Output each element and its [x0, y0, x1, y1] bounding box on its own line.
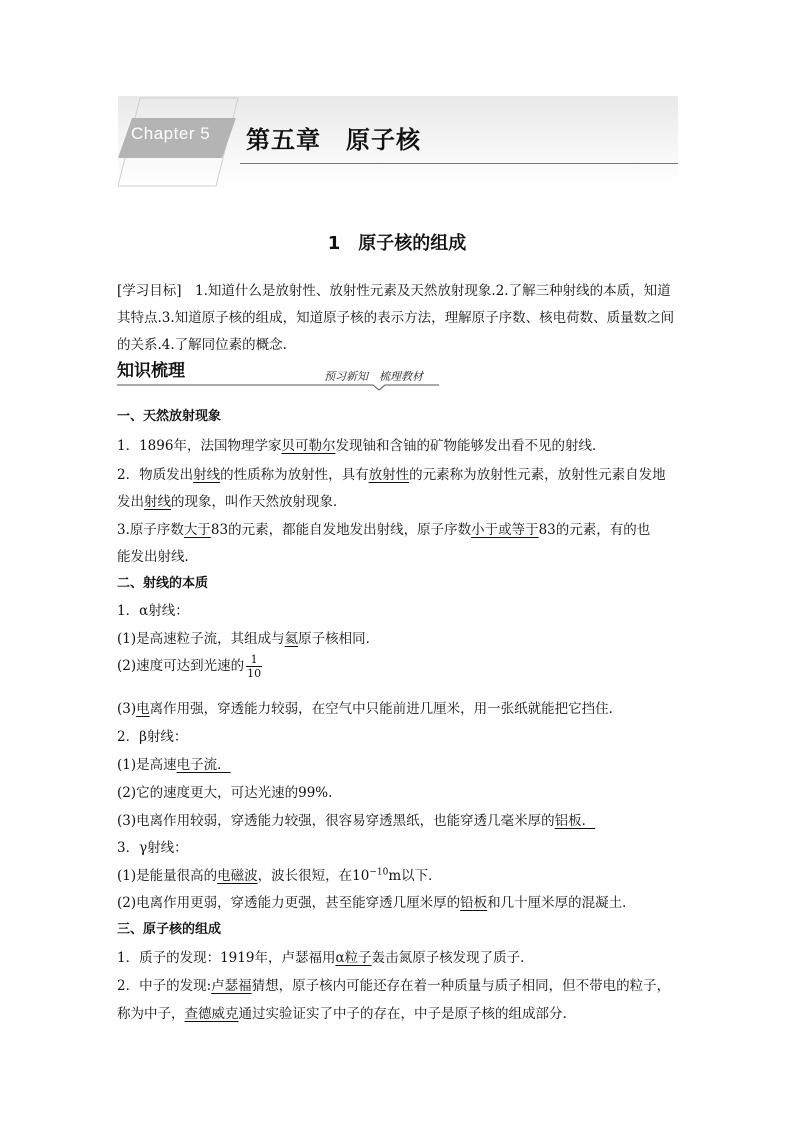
- objectives-tag: [学习目标]: [117, 283, 182, 299]
- paragraph-line: (1)是能量很高的电磁波，波长很短，在$10^{-10}m$以下．: [117, 867, 442, 884]
- fill-blank: 射线: [193, 467, 221, 483]
- paragraph-line: 2．物质发出射线的性质称为放射性，具有放射性的元素称为放射性元素，放射性元素自发地: [117, 467, 666, 483]
- chapter-title: 第五章 原子核: [246, 126, 421, 154]
- fill-blank: 氦: [284, 631, 299, 647]
- chapter-banner: [118, 96, 678, 188]
- heading-ray-nature: 二、射线的本质: [117, 576, 209, 591]
- paragraph-line: 称为中子，查德威克通过实验证实了中子的存在，中子是原子核的组成部分.: [117, 1006, 567, 1022]
- chapter-rule: [240, 163, 678, 164]
- fill-blank: 小于或等于: [471, 522, 539, 538]
- knowledge-title: 知识梳理: [117, 361, 185, 381]
- fraction: $\frac{1}{10}$: [247, 653, 262, 680]
- fill-blank: 卢瑟福: [211, 978, 252, 994]
- objectives-text: 1.知道什么是放射性、放射性元素及天然放射现象.2.了解三种射线的本质，知道其特点.3.知道原子核的组成，知道原子核的表示方法，理解原子序数、核电荷数、质量数之间的关系.4.了解同位素的概念.: [117, 283, 675, 353]
- paragraph-line: 1．1896年，法国物理学家贝可勒尔发现铀和含铀的矿物能够发出看不见的射线．: [117, 438, 606, 454]
- knowledge-header: [117, 356, 439, 390]
- section-title: 1 原子核的组成: [327, 233, 467, 254]
- paragraph-line: (1)是高速粒子流，其组成与氦原子核相同．: [117, 631, 380, 647]
- chapter-label-en: Chapter 5: [131, 124, 211, 143]
- paragraph-line: 发出射线的现象，叫作天然放射现象．: [117, 494, 347, 510]
- fill-blank: 电子流．: [176, 757, 231, 773]
- paragraph-line: (2)电离作用更弱，穿透能力更强，甚至能穿透几厘米厚的铅板和几十厘米厚的混凝土．: [117, 895, 636, 911]
- fill-blank: 贝可勒尔: [281, 438, 336, 454]
- learning-objectives: [117, 278, 679, 359]
- fill-blank: 查德威克: [184, 1006, 239, 1022]
- alpha-ray-label: 1．α射线：: [117, 603, 189, 619]
- fill-blank: 大于: [183, 522, 211, 538]
- paragraph-line: (2)它的速度更大，可达光速的99%.: [117, 785, 333, 801]
- heading-nucleus-composition: 三、原子核的组成: [117, 922, 222, 937]
- gamma-ray-label: 3．γ射线：: [117, 840, 188, 856]
- paragraph-line: (1)是高速电子流．: [117, 757, 231, 773]
- fill-blank: α粒子: [335, 950, 372, 966]
- paragraph-line: (3)电离作用强，穿透能力较弱，在空气中只能前进几厘米，用一张纸就能把它挡住．: [117, 701, 623, 717]
- paragraph-line: (2)速度可达到光速的 $\frac{1}{10}$: [117, 653, 262, 680]
- beta-ray-label: 2．β射线：: [117, 729, 188, 745]
- fill-blank: 电: [136, 701, 150, 717]
- fill-blank: 放射性: [368, 467, 410, 483]
- paragraph-line: 3.原子序数大于83的元素，都能自发地发出射线，原子序数小于或等于83的元素，有的也: [117, 522, 651, 538]
- heading-natural-radioactivity: 一、天然放射现象: [117, 409, 222, 424]
- paragraph-line: 2．中子的发现:卢瑟福猜想，原子核内可能还存在着一种质量与质子相同，但不带电的粒子，: [117, 978, 671, 994]
- knowledge-underline: [117, 384, 439, 392]
- fill-blank: 射线: [144, 494, 171, 510]
- fill-blank: 电磁波: [217, 868, 258, 884]
- fill-blank: 铅板: [460, 895, 488, 911]
- paragraph-line: 能发出射线．: [117, 549, 198, 565]
- knowledge-subtitle: 预习新知 梳理教材: [324, 370, 423, 383]
- paragraph-line: (3)电离作用较弱，穿透能力较强，很容易穿透黑纸，也能穿透几毫米厚的铝板．: [117, 813, 596, 829]
- paragraph-line: 1．质子的发现：1919年，卢瑟福用α粒子轰击氮原子核发现了质子.: [117, 950, 525, 966]
- fill-blank: 铝板．: [554, 813, 596, 829]
